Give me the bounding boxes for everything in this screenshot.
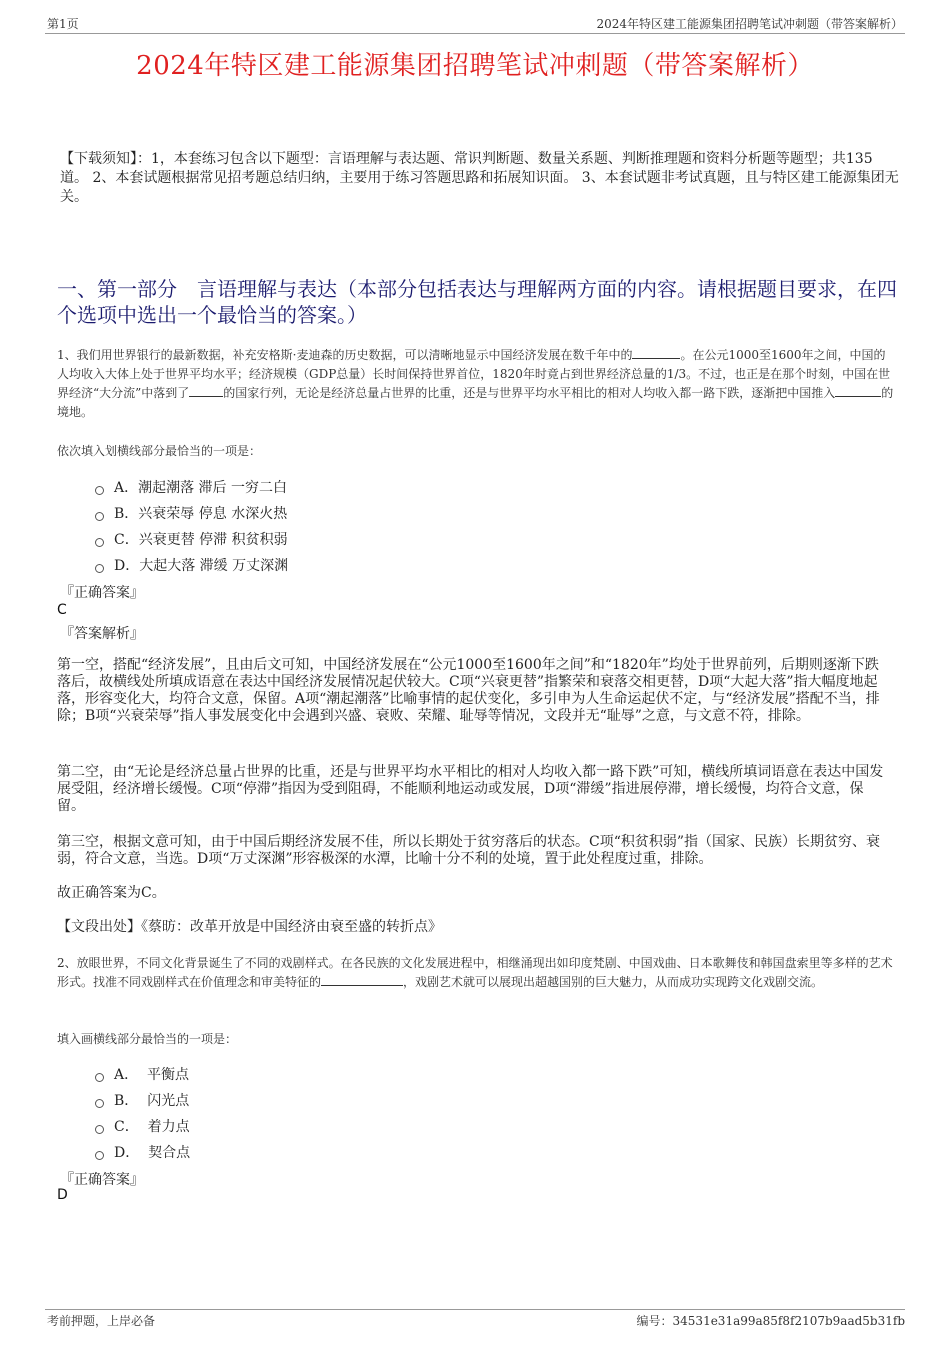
- q1-stem-part-d: 的境地。: [57, 386, 894, 419]
- option-label: C． 着力点: [114, 1119, 190, 1135]
- q1-answer-label: 『正确答案』: [60, 585, 144, 601]
- question-2-prompt: 填入画横线部分最恰当的一项是：: [57, 1032, 238, 1046]
- q2-option-d[interactable]: [95, 1142, 190, 1162]
- q2-stem-part-b: ，戏剧艺术就可以展现出超越国别的巨大魅力，从而成功实现跨文化戏剧交流。: [403, 975, 824, 989]
- option-label: D． 契合点: [114, 1145, 191, 1161]
- answer-blank: [632, 358, 680, 359]
- radio-icon[interactable]: [95, 486, 104, 495]
- option-label: B．兴衰荣辱 停息 水深火热: [114, 506, 288, 522]
- q1-source: 【文段出处】《蔡昉：改革开放是中国经济由衰至盛的转折点》: [57, 919, 442, 935]
- q1-answer: C: [57, 602, 67, 618]
- option-label: D．大起大落 滞缓 万丈深渊: [114, 558, 289, 574]
- q1-stem-part-b: 。在公元1000至1600年之间，中国的人均收入大体上处于世界平均水平；经济规模（GDP总量）长时间保持世界首位，1820年时竟占到世界经济总量的1/3。不过，也正是在那个时刻，中国在世界经济“大分流”中落到了: [57, 348, 891, 400]
- option-label: B． 闪光点: [114, 1093, 190, 1109]
- footer-slogan: 考前押题，上岸必备: [47, 1314, 156, 1328]
- question-1-prompt: 依次填入划横线部分最恰当的一项是：: [57, 444, 262, 458]
- q1-analysis-label: 『答案解析』: [60, 626, 144, 642]
- header-divider: [45, 33, 905, 34]
- radio-icon[interactable]: [95, 512, 104, 521]
- q2-answer: D: [57, 1187, 68, 1203]
- question-1-stem: [57, 346, 897, 422]
- q1-conclusion: 故正确答案为C。: [57, 885, 166, 901]
- q2-stem-part-a: 2、放眼世界，不同文化背景诞生了不同的戏剧样式。在各民族的文化发展进程中，相继涌现出如印度梵剧、中国戏曲、日本歌舞伎和韩国盘索里等多样的艺术形式。找准不同戏剧样式在价值理念和审美特征的: [57, 956, 893, 989]
- q1-option-a[interactable]: [95, 477, 287, 497]
- question-2-stem: [57, 954, 897, 992]
- radio-icon[interactable]: [95, 538, 104, 547]
- download-notice: 【下载须知】：1，本套练习包含以下题型：言语理解与表达题、常识判断题、数量关系题、判断推理题和资料分析题等题型；共135道。 2、本套试题根据常见招考题总结归纳，主要用于练习答题思路和拓展知识面。 3、本套试题非考试真题，且与特区建工能源集团无关。: [60, 151, 899, 205]
- q1-option-c[interactable]: [95, 529, 288, 549]
- q2-option-b[interactable]: [95, 1090, 189, 1110]
- radio-icon[interactable]: [95, 1151, 104, 1160]
- option-label: C．兴衰更替 停滞 积贫积弱: [114, 532, 288, 548]
- document-title: 2024年特区建工能源集团招聘笔试冲刺题（带答案解析）: [136, 51, 814, 81]
- q1-stem-part-c: 的国家行列，无论是经济总量占世界的比重，还是与世界平均水平相比的相对人均收入都一路下跌，逐渐把中国推入: [223, 386, 836, 400]
- q1-analysis-paragraph-3: 第三空，根据文意可知，由于中国后期经济发展不佳，所以长期处于贫穷落后的状态。C项“积贫积弱”指（国家、民族）长期贫穷、衰弱，符合文意，当选。D项“万丈深渊”形容极深的水潭，比喻十分不利的处境，置于此处程度过重，排除。: [57, 834, 881, 867]
- q1-analysis-paragraph-2: 第二空，由“无论是经济总量占世界的比重，还是与世界平均水平相比的相对人均收入都一路下跌”可知，横线所填词语意在表达中国发展受阻，经济增长缓慢。C项“停滞”指因为受到阻碍，不能顺利地运动或发展，D项“滞缓”指进展停滞，增长缓慢，均符合文意，保留。: [57, 764, 884, 814]
- radio-icon[interactable]: [95, 1125, 104, 1134]
- q1-stem-part-a: 1、我们用世界银行的最新数据，补充安格斯·麦迪森的历史数据，可以清晰地显示中国经济发展在数千年中的: [57, 348, 633, 362]
- answer-blank: [189, 396, 223, 397]
- answer-blank: [835, 396, 881, 397]
- footer-divider: [45, 1309, 905, 1310]
- q1-option-b[interactable]: [95, 503, 287, 523]
- section-heading: 一、第一部分 言语理解与表达（本部分包括表达与理解两方面的内容。请根据题目要求，在四个选项中选出一个最恰当的答案。）: [57, 277, 897, 327]
- option-label: A．潮起潮落 滞后 一穷二白: [114, 480, 288, 496]
- document-id: 编号：34531e31a99a85f8f2107b9aad5b31fb: [636, 1314, 905, 1328]
- page-number: 第1页: [47, 17, 79, 31]
- q2-option-a[interactable]: [95, 1064, 189, 1084]
- radio-icon[interactable]: [95, 564, 104, 573]
- q1-option-d[interactable]: [95, 555, 288, 575]
- q2-answer-label: 『正确答案』: [60, 1172, 144, 1188]
- radio-icon[interactable]: [95, 1099, 104, 1108]
- header-title: 2024年特区建工能源集团招聘笔试冲刺题（带答案解析）: [596, 17, 903, 31]
- answer-blank: [321, 985, 403, 986]
- option-label: A． 平衡点: [114, 1067, 190, 1083]
- q2-option-c[interactable]: [95, 1116, 190, 1136]
- radio-icon[interactable]: [95, 1073, 104, 1082]
- q1-analysis-paragraph-1: 第一空，搭配“经济发展”，且由后文可知，中国经济发展在“公元1000至1600年之间”和“1820年”均处于世界前列，后期则逐渐下跌落后，故横线处所填成语意在表达中国经济发展情况起伏较大。C项“兴衰更替”指繁荣和衰落交相更替，D项“大起大落”指大幅度地起落，形容变化大，均符合文意，保留。A项“潮起潮落”比喻事情的起伏变化，多引申为人生命运起伏不定，与“经济发展”搭配不当，排除；B项“兴衰荣辱”指人事发展变化中会遇到兴盛、衰败、荣耀、耻辱等情况，文段并无“耻辱”之意，与文意不符，排除。: [57, 657, 880, 724]
